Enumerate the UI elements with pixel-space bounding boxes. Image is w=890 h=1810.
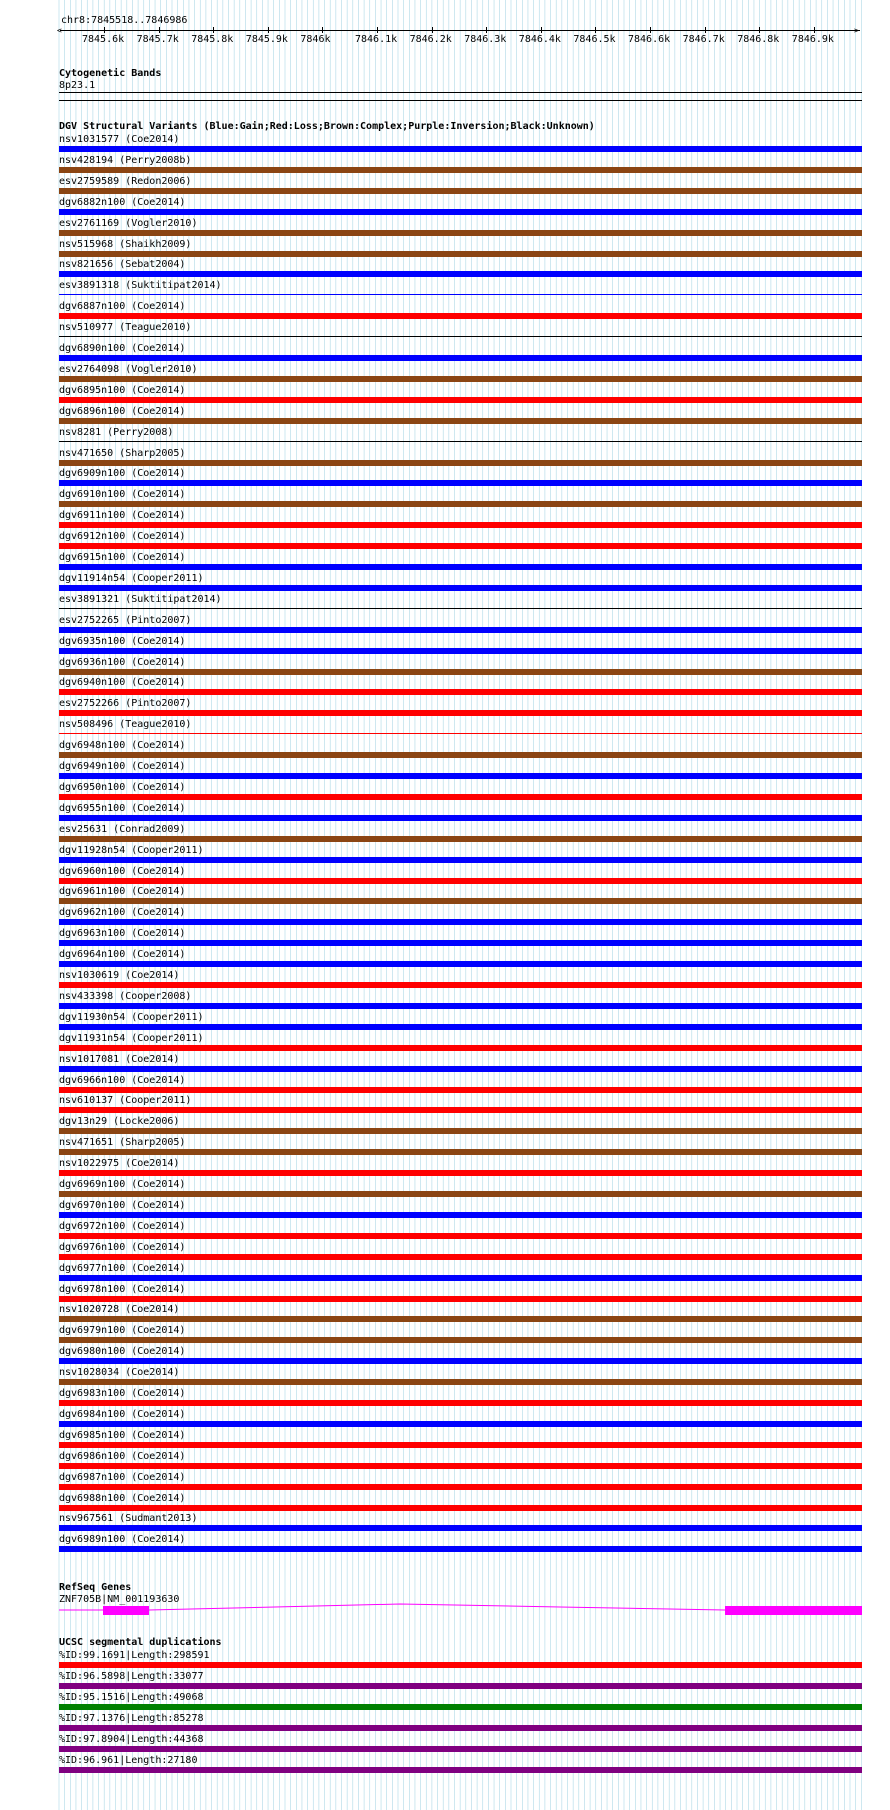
dgv-variant-bar[interactable] xyxy=(59,1442,862,1448)
segdup-item-label[interactable]: %ID:97.8904|Length:44368 xyxy=(59,1733,204,1745)
gene-exon xyxy=(103,1606,149,1615)
dgv-variant-bar[interactable] xyxy=(59,648,862,654)
dgv-variant-bar[interactable] xyxy=(59,733,862,734)
track-separator xyxy=(59,100,862,101)
dgv-item-label[interactable]: dgv6984n100 (Coe2014) xyxy=(59,1408,186,1420)
dgv-variant-bar[interactable] xyxy=(59,564,862,570)
dgv-variant-bar[interactable] xyxy=(59,146,862,152)
dgv-item-label[interactable]: dgv6935n100 (Coe2014) xyxy=(59,635,186,647)
ruler-right-arrow-icon: > xyxy=(854,26,859,35)
dgv-variant-bar[interactable] xyxy=(59,919,862,925)
dgv-item-label[interactable]: dgv6969n100 (Coe2014) xyxy=(59,1179,186,1190)
dgv-variant-bar[interactable] xyxy=(59,1149,862,1155)
dgv-variant-bar[interactable] xyxy=(59,961,862,967)
dgv-variant-bar[interactable] xyxy=(59,1233,862,1239)
dgv-variant-bar[interactable] xyxy=(59,1400,862,1406)
dgv-variant-bar[interactable] xyxy=(59,480,862,486)
dgv-variant-bar[interactable] xyxy=(59,689,862,695)
dgv-item-label[interactable]: dgv13n29 (Locke2006) xyxy=(59,1116,180,1128)
dgv-variant-bar[interactable] xyxy=(59,794,862,800)
dgv-variant-bar[interactable] xyxy=(59,898,862,904)
dgv-variant-bar[interactable] xyxy=(59,355,862,361)
dgv-variant-bar[interactable] xyxy=(59,376,862,382)
dgv-variant-bar[interactable] xyxy=(59,1275,862,1281)
dgv-item-label[interactable]: dgv11928n54 (Cooper2011) xyxy=(59,844,204,856)
dgv-variant-bar[interactable] xyxy=(59,669,862,675)
dgv-item-label[interactable]: dgv6976n100 (Coe2014) xyxy=(59,1241,186,1253)
dgv-item-label[interactable]: dgv6988n100 (Coe2014) xyxy=(59,1492,186,1504)
dgv-variant-bar[interactable] xyxy=(59,878,862,884)
dgv-variant-bar[interactable] xyxy=(59,608,862,609)
dgv-item-label[interactable]: dgv6961n100 (Coe2014) xyxy=(59,886,186,898)
dgv-variant-bar[interactable] xyxy=(59,1254,862,1260)
segdup-item-label[interactable]: %ID:97.1376|Length:85278 xyxy=(59,1712,204,1724)
segdup-item-label[interactable]: %ID:96.961|Length:27180 xyxy=(59,1754,198,1766)
dgv-variant-bar[interactable] xyxy=(59,460,862,466)
dgv-item-label[interactable]: dgv6936n100 (Coe2014) xyxy=(59,656,186,668)
ruler-tick-mark xyxy=(159,27,160,33)
dgv-variant-bar[interactable] xyxy=(59,188,862,194)
dgv-item-label[interactable]: dgv6977n100 (Coe2014) xyxy=(59,1262,186,1274)
ruler-axis xyxy=(60,30,860,31)
segdup-item-label[interactable]: %ID:95.1516|Length:49068 xyxy=(59,1691,204,1703)
dgv-variant-bar[interactable] xyxy=(59,773,862,779)
dgv-item-label[interactable]: esv2759589 (Redon2006) xyxy=(59,175,192,187)
dgv-variant-bar[interactable] xyxy=(59,1463,862,1469)
ruler-tick-label: 7846k xyxy=(300,34,331,45)
dgv-item-label[interactable]: dgv6940n100 (Coe2014) xyxy=(59,677,186,689)
dgv-variant-bar[interactable] xyxy=(59,397,862,403)
dgv-item-label[interactable]: nsv1031577 (Coe2014) xyxy=(59,134,180,145)
dgv-item-label[interactable]: dgv6966n100 (Coe2014) xyxy=(59,1074,186,1086)
dgv-variant-bar[interactable] xyxy=(59,857,862,863)
dgv-variant-bar[interactable] xyxy=(59,836,862,842)
gene-exon xyxy=(725,1606,862,1615)
ruler-tick-label: 7846.4k xyxy=(518,34,561,45)
dgv-variant-bar[interactable] xyxy=(59,1066,862,1072)
dgv-variant-bar[interactable] xyxy=(59,1316,862,1322)
dgv-item-label[interactable]: nsv433398 (Cooper2008) xyxy=(59,990,192,1002)
dgv-item-label[interactable]: dgv6912n100 (Coe2014) xyxy=(59,531,186,543)
ruler-tick-label: 7845.8k xyxy=(191,34,234,45)
dgv-variant-bar[interactable] xyxy=(59,501,862,507)
dgv-item-label[interactable]: dgv6983n100 (Coe2014) xyxy=(59,1388,186,1399)
ruler-tick-label: 7846.6k xyxy=(628,34,671,45)
ruler-left-arrow-icon: < xyxy=(57,26,62,35)
dgv-item-label[interactable]: nsv1020728 (Coe2014) xyxy=(59,1304,180,1316)
segdup-bar[interactable] xyxy=(59,1704,862,1710)
dgv-variant-bar[interactable] xyxy=(59,1107,862,1113)
ruler-tick-label: 7846.9k xyxy=(791,34,834,45)
dgv-variant-bar[interactable] xyxy=(59,1003,862,1009)
dgv-item-label[interactable]: dgv11914n54 (Cooper2011) xyxy=(59,572,204,584)
dgv-item-label[interactable]: esv3891318 (Suktitipat2014) xyxy=(59,280,222,292)
dgv-variant-bar[interactable] xyxy=(59,1505,862,1511)
segdup-bar[interactable] xyxy=(59,1725,862,1731)
dgv-variant-bar[interactable] xyxy=(59,294,862,295)
dgv-variant-bar[interactable] xyxy=(59,1337,862,1343)
dgv-variant-bar[interactable] xyxy=(59,1170,862,1176)
dgv-item-label[interactable]: dgv6986n100 (Coe2014) xyxy=(59,1450,186,1462)
dgv-variant-bar[interactable] xyxy=(59,1379,862,1385)
dgv-item-label[interactable]: esv2761169 (Vogler2010) xyxy=(59,217,198,229)
ruler-tick-mark xyxy=(268,27,269,33)
dgv-variant-bar[interactable] xyxy=(59,1358,862,1364)
segdup-track-title: UCSC segmental duplications xyxy=(59,1637,222,1648)
ruler-tick-mark xyxy=(432,27,433,33)
dgv-item-label[interactable]: dgv6882n100 (Coe2014) xyxy=(59,196,186,208)
dgv-item-label[interactable]: esv25631 (Conrad2009) xyxy=(59,823,186,835)
ruler-tick-label: 7845.7k xyxy=(136,34,179,45)
dgv-variant-bar[interactable] xyxy=(59,1128,862,1134)
ruler-tick-label: 7846.7k xyxy=(682,34,725,45)
segdup-bar[interactable] xyxy=(59,1662,862,1668)
segdup-bar[interactable] xyxy=(59,1767,862,1773)
dgv-variant-bar[interactable] xyxy=(59,251,862,257)
dgv-item-label[interactable]: nsv821656 (Sebat2004) xyxy=(59,259,186,271)
ruler-tick-mark xyxy=(759,27,760,33)
dgv-track-title: DGV Structural Variants (Blue:Gain;Red:Loss;Brown:Complex;Purple:Inversion;Black:Unknown) xyxy=(59,121,595,132)
dgv-variant-bar[interactable] xyxy=(59,1191,862,1197)
ruler-tick-mark xyxy=(213,27,214,33)
dgv-item-label[interactable]: dgv6985n100 (Coe2014) xyxy=(59,1429,186,1441)
dgv-variant-bar[interactable] xyxy=(59,1525,862,1531)
dgv-item-label[interactable]: nsv508496 (Teague2010) xyxy=(59,719,192,731)
dgv-item-label[interactable]: dgv6890n100 (Coe2014) xyxy=(59,343,186,354)
segdup-bar[interactable] xyxy=(59,1683,862,1689)
dgv-item-label[interactable]: nsv471651 (Sharp2005) xyxy=(59,1137,186,1149)
refseq-gene-model xyxy=(0,1596,890,1620)
ruler-tick-mark xyxy=(595,27,596,33)
dgv-item-label[interactable]: dgv6962n100 (Coe2014) xyxy=(59,907,186,919)
dgv-item-label[interactable]: esv3891321 (Suktitipat2014) xyxy=(59,593,222,605)
ruler-tick-label: 7846.5k xyxy=(573,34,616,45)
dgv-variant-bar[interactable] xyxy=(59,230,862,236)
dgv-item-label[interactable]: dgv6987n100 (Coe2014) xyxy=(59,1471,186,1483)
dgv-variant-bar[interactable] xyxy=(59,441,862,442)
ruler-tick-mark xyxy=(541,27,542,33)
dgv-item-label[interactable]: esv2752266 (Pinto2007) xyxy=(59,698,192,710)
dgv-item-label[interactable]: dgv6963n100 (Coe2014) xyxy=(59,928,186,940)
dgv-variant-bar[interactable] xyxy=(59,1296,862,1302)
segdup-item-label[interactable]: %ID:99.1691|Length:298591 xyxy=(59,1650,210,1661)
dgv-item-label[interactable]: dgv6911n100 (Coe2014) xyxy=(59,510,186,522)
dgv-item-label[interactable]: nsv515968 (Shaikh2009) xyxy=(59,238,192,250)
dgv-variant-bar[interactable] xyxy=(59,271,862,277)
dgv-variant-bar[interactable] xyxy=(59,1024,862,1030)
dgv-variant-bar[interactable] xyxy=(59,1045,862,1051)
dgv-item-label[interactable]: nsv510977 (Teague2010) xyxy=(59,322,192,334)
dgv-variant-bar[interactable] xyxy=(59,209,862,215)
dgv-item-label[interactable]: nsv967561 (Sudmant2013) xyxy=(59,1513,198,1525)
cyto-track-title: Cytogenetic Bands xyxy=(59,68,162,79)
dgv-item-label[interactable]: dgv11930n54 (Cooper2011) xyxy=(59,1011,204,1023)
dgv-variant-bar[interactable] xyxy=(59,1421,862,1427)
dgv-variant-bar[interactable] xyxy=(59,1087,862,1093)
dgv-variant-bar[interactable] xyxy=(59,313,862,319)
dgv-item-label[interactable]: nsv1030619 (Coe2014) xyxy=(59,970,180,981)
dgv-item-label[interactable]: nsv8281 (Perry2008) xyxy=(59,426,174,438)
dgv-item-label[interactable]: dgv6909n100 (Coe2014) xyxy=(59,468,186,480)
dgv-variant-bar[interactable] xyxy=(59,1212,862,1218)
ruler-tick-mark xyxy=(322,27,323,33)
dgv-variant-bar[interactable] xyxy=(59,418,862,424)
dgv-item-label[interactable]: nsv1022975 (Coe2014) xyxy=(59,1158,180,1170)
gene-intron-line xyxy=(149,1604,725,1610)
dgv-item-label[interactable]: dgv6896n100 (Coe2014) xyxy=(59,405,186,417)
dgv-variant-bar[interactable] xyxy=(59,815,862,821)
dgv-item-label[interactable]: dgv6970n100 (Coe2014) xyxy=(59,1199,186,1211)
dgv-item-label[interactable]: dgv6910n100 (Coe2014) xyxy=(59,489,186,501)
dgv-item-label[interactable]: esv2764098 (Vogler2010) xyxy=(59,363,198,375)
dgv-item-label[interactable]: dgv6980n100 (Coe2014) xyxy=(59,1346,186,1358)
dgv-item-label[interactable]: nsv1017081 (Coe2014) xyxy=(59,1053,180,1065)
dgv-item-label[interactable]: dgv6978n100 (Coe2014) xyxy=(59,1283,186,1295)
dgv-item-label[interactable]: dgv6972n100 (Coe2014) xyxy=(59,1220,186,1232)
dgv-item-label[interactable]: dgv6948n100 (Coe2014) xyxy=(59,740,186,752)
dgv-variant-bar[interactable] xyxy=(59,1484,862,1490)
dgv-item-label[interactable]: dgv6949n100 (Coe2014) xyxy=(59,761,186,772)
ruler-tick-mark xyxy=(377,27,378,33)
region-label: chr8:7845518..7846986 xyxy=(61,15,188,26)
segdup-bar[interactable] xyxy=(59,1746,862,1752)
dgv-item-label[interactable]: esv2752265 (Pinto2007) xyxy=(59,614,192,626)
dgv-item-label[interactable]: dgv6989n100 (Coe2014) xyxy=(59,1534,186,1546)
ruler-tick-label: 7845.9k xyxy=(245,34,288,45)
dgv-variant-bar[interactable] xyxy=(59,336,862,337)
ruler-tick-label: 7846.1k xyxy=(355,34,398,45)
ruler-tick-label: 7846.3k xyxy=(464,34,507,45)
ruler-tick-mark xyxy=(705,27,706,33)
dgv-variant-bar[interactable] xyxy=(59,752,862,758)
ruler-tick-mark xyxy=(486,27,487,33)
dgv-variant-bar[interactable] xyxy=(59,585,862,591)
dgv-item-label[interactable]: dgv6955n100 (Coe2014) xyxy=(59,802,186,814)
dgv-item-label[interactable]: dgv6915n100 (Coe2014) xyxy=(59,552,186,563)
ruler-tick-mark xyxy=(814,27,815,33)
ruler-tick-label: 7846.8k xyxy=(737,34,780,45)
dgv-item-label[interactable]: nsv471650 (Sharp2005) xyxy=(59,447,186,459)
dgv-item-label[interactable]: dgv6979n100 (Coe2014) xyxy=(59,1325,186,1337)
dgv-item-label[interactable]: dgv6887n100 (Coe2014) xyxy=(59,301,186,313)
dgv-variant-bar[interactable] xyxy=(59,627,862,633)
dgv-item-label[interactable]: nsv1028034 (Coe2014) xyxy=(59,1367,180,1379)
dgv-item-label[interactable]: dgv6964n100 (Coe2014) xyxy=(59,949,186,961)
dgv-variant-bar[interactable] xyxy=(59,982,862,988)
cyto-band-line xyxy=(59,92,862,93)
dgv-variant-bar[interactable] xyxy=(59,167,862,173)
dgv-item-label[interactable]: dgv6950n100 (Coe2014) xyxy=(59,781,186,793)
dgv-item-label[interactable]: dgv11931n54 (Cooper2011) xyxy=(59,1032,204,1044)
refseq-track-title: RefSeq Genes xyxy=(59,1582,132,1593)
ruler-tick-label: 7846.2k xyxy=(409,34,452,45)
cyto-band-label: 8p23.1 xyxy=(59,80,96,91)
dgv-item-label[interactable]: dgv6895n100 (Coe2014) xyxy=(59,384,186,396)
dgv-variant-bar[interactable] xyxy=(59,1546,862,1552)
segdup-item-label[interactable]: %ID:96.5898|Length:33077 xyxy=(59,1670,204,1682)
dgv-item-label[interactable]: dgv6960n100 (Coe2014) xyxy=(59,865,186,877)
dgv-item-label[interactable]: nsv610137 (Cooper2011) xyxy=(59,1095,192,1107)
ruler-tick-mark xyxy=(104,27,105,33)
dgv-variant-bar[interactable] xyxy=(59,940,862,946)
dgv-variant-bar[interactable] xyxy=(59,522,862,528)
dgv-item-label[interactable]: nsv428194 (Perry2008b) xyxy=(59,154,192,166)
dgv-variant-bar[interactable] xyxy=(59,543,862,549)
ruler-tick-mark xyxy=(650,27,651,33)
ruler-tick-label: 7845.6k xyxy=(82,34,125,45)
dgv-variant-bar[interactable] xyxy=(59,710,862,716)
refseq-gene-label: ZNF705B|NM_001193630 xyxy=(59,1594,180,1605)
